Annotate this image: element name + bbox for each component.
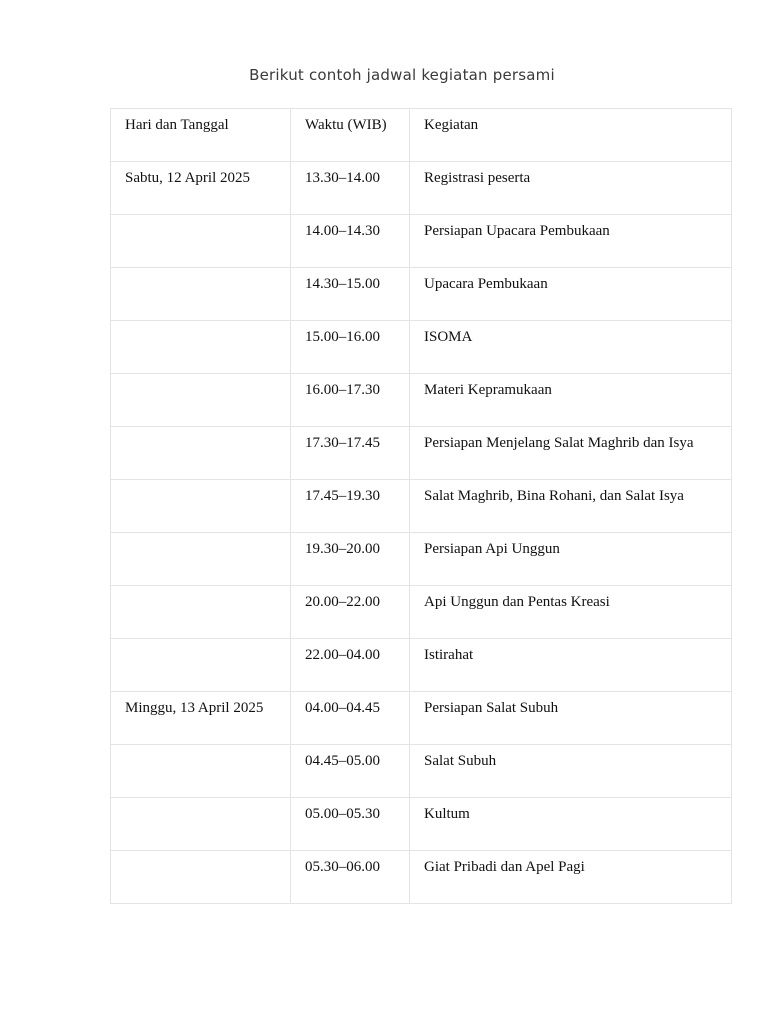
cell-time: 17.45–19.30 — [291, 480, 410, 533]
table-row — [111, 480, 732, 533]
cell-day — [111, 533, 291, 586]
table-row — [111, 321, 732, 374]
table-row — [111, 851, 732, 904]
cell-activity: Upacara Pembukaan — [410, 268, 732, 321]
table-row — [111, 374, 732, 427]
cell-activity: Persiapan Menjelang Salat Maghrib dan Isya — [410, 427, 732, 480]
table-row — [111, 162, 732, 215]
cell-day — [111, 745, 291, 798]
table-row — [111, 639, 732, 692]
cell-activity: Persiapan Salat Subuh — [410, 692, 732, 745]
table-row — [111, 586, 732, 639]
header-day: Hari dan Tanggal — [111, 109, 291, 162]
cell-day — [111, 215, 291, 268]
cell-day: Minggu, 13 April 2025 — [111, 692, 291, 745]
cell-activity: Salat Maghrib, Bina Rohani, dan Salat Isya — [410, 480, 732, 533]
table-row — [111, 745, 732, 798]
cell-day — [111, 427, 291, 480]
cell-activity: Persiapan Upacara Pembukaan — [410, 215, 732, 268]
cell-activity: Giat Pribadi dan Apel Pagi — [410, 851, 732, 904]
cell-activity: Istirahat — [410, 639, 732, 692]
cell-day — [111, 480, 291, 533]
cell-time: 14.00–14.30 — [291, 215, 410, 268]
cell-day — [111, 639, 291, 692]
cell-time: 20.00–22.00 — [291, 586, 410, 639]
cell-time: 05.00–05.30 — [291, 798, 410, 851]
table-row — [111, 692, 732, 745]
cell-day — [111, 321, 291, 374]
cell-time: 22.00–04.00 — [291, 639, 410, 692]
schedule-table-body — [111, 109, 732, 904]
cell-activity: Kultum — [410, 798, 732, 851]
table-row — [111, 798, 732, 851]
table-row — [111, 215, 732, 268]
cell-time: 14.30–15.00 — [291, 268, 410, 321]
cell-activity: ISOMA — [410, 321, 732, 374]
schedule-table — [110, 108, 732, 904]
cell-activity: Salat Subuh — [410, 745, 732, 798]
cell-time: 04.00–04.45 — [291, 692, 410, 745]
cell-time: 19.30–20.00 — [291, 533, 410, 586]
cell-activity: Persiapan Api Unggun — [410, 533, 732, 586]
cell-time: 13.30–14.00 — [291, 162, 410, 215]
table-row — [111, 268, 732, 321]
cell-day — [111, 374, 291, 427]
cell-time: 16.00–17.30 — [291, 374, 410, 427]
cell-activity: Materi Kepramukaan — [410, 374, 732, 427]
cell-day — [111, 268, 291, 321]
cell-time: 04.45–05.00 — [291, 745, 410, 798]
cell-time: 15.00–16.00 — [291, 321, 410, 374]
cell-time: 05.30–06.00 — [291, 851, 410, 904]
cell-day — [111, 798, 291, 851]
header-activity: Kegiatan — [410, 109, 732, 162]
cell-day: Sabtu, 12 April 2025 — [111, 162, 291, 215]
cell-activity: Api Unggun dan Pentas Kreasi — [410, 586, 732, 639]
header-time: Waktu (WIB) — [291, 109, 410, 162]
table-row — [111, 427, 732, 480]
cell-day — [111, 851, 291, 904]
cell-day — [111, 586, 291, 639]
table-row — [111, 533, 732, 586]
table-caption: Berikut contoh jadwal kegiatan persami — [249, 66, 555, 84]
cell-activity: Registrasi peserta — [410, 162, 732, 215]
cell-time: 17.30–17.45 — [291, 427, 410, 480]
table-header-row — [111, 109, 732, 162]
